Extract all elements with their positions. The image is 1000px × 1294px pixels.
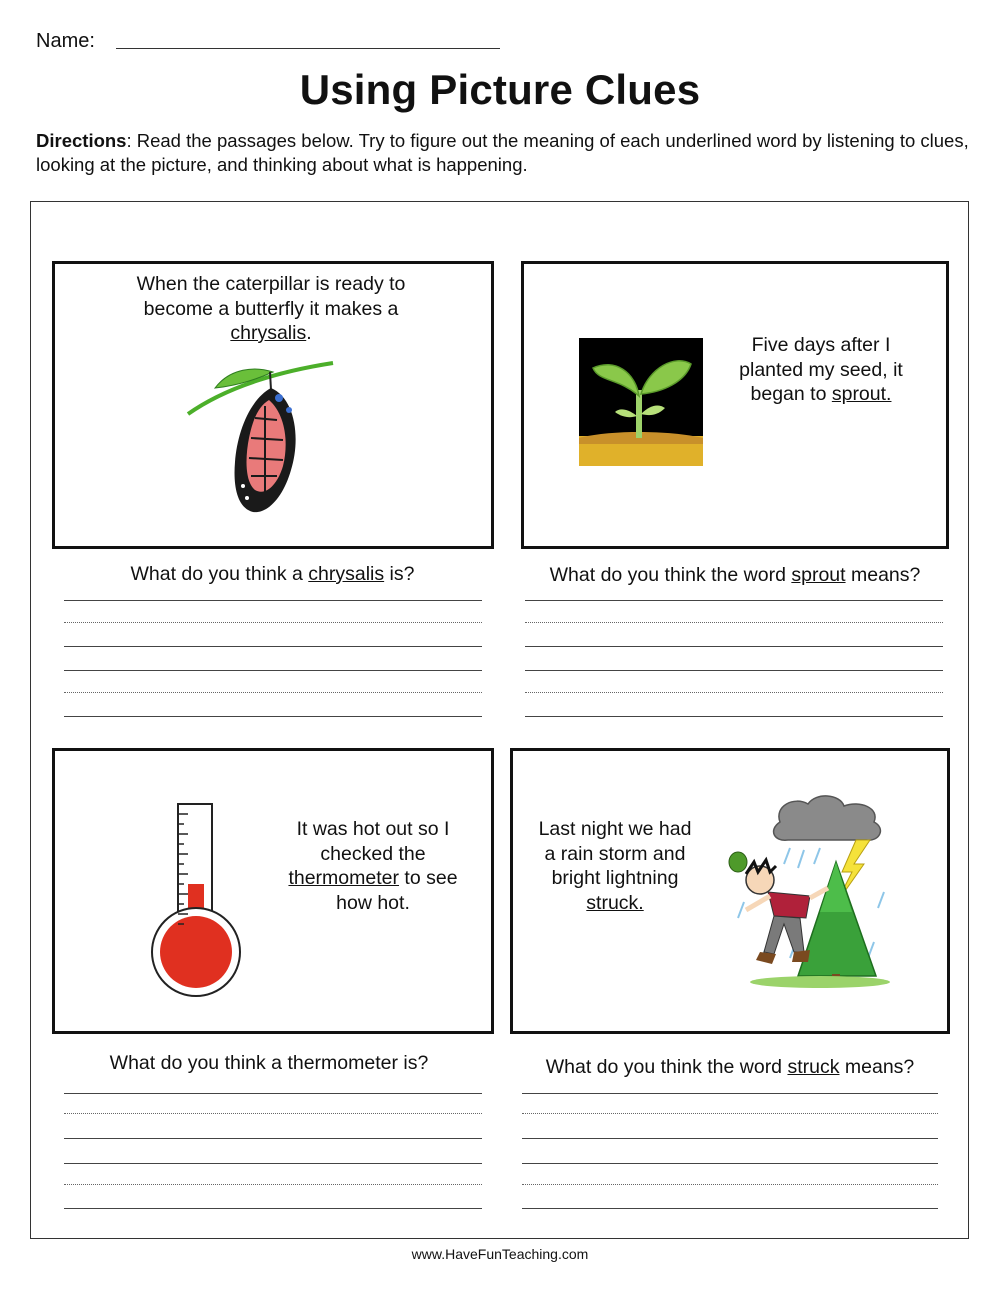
answer-line[interactable] [522,1093,938,1094]
answer-line[interactable] [522,1208,938,1209]
answer-line[interactable] [525,600,943,601]
answer-line[interactable] [64,716,482,717]
answer-line[interactable] [64,670,482,671]
answer-line[interactable] [525,716,943,717]
question-chrysalis: What do you think a chrysalis is? [130,563,415,585]
directions-label: Directions [36,130,127,151]
answer-line[interactable] [64,1208,482,1209]
question-underlined-word: sprout [791,564,846,586]
answer-line[interactable] [522,1138,938,1139]
underlined-word: chrysalis [230,322,307,344]
directions [36,129,971,177]
footer-website: www.HaveFunTeaching.com [411,1246,589,1262]
page-title: Using Picture Clues [299,66,701,113]
answer-guide-line [522,1184,938,1185]
question-underlined-word: struck [787,1056,840,1078]
name-answer-line[interactable] [116,48,500,49]
answer-line[interactable] [522,1163,938,1164]
question-thermometer: What do you think a thermometer is? [109,1052,429,1074]
answer-guide-line [522,1113,938,1114]
answer-guide-line [525,622,943,623]
answer-line[interactable] [525,646,943,647]
sprout-icon [579,338,703,466]
passage-text-sprout [728,333,914,407]
underlined-word: thermometer [288,867,399,889]
answer-line[interactable] [64,600,482,601]
question-struck: What do you think the word struck means? [545,1056,915,1078]
directions-text: : Read the passages below. Try to figure out the meaning of each underlined word by listening to clues, looking at the picture, and thinking about what is happening. [36,130,969,175]
answer-guide-line [64,1113,482,1114]
answer-line[interactable] [64,1163,482,1164]
thermometer-icon [150,802,246,980]
answer-line[interactable] [64,1138,482,1139]
underlined-word: struck. [586,891,644,914]
lightning-storm-icon [724,792,910,988]
question-underlined-word: chrysalis [308,563,385,585]
passage-text-thermometer: It was hot out so I checked the thermometer to see how hot. [288,818,458,914]
underlined-word: sprout. [831,383,892,405]
passage-text-struck [532,817,698,915]
answer-line[interactable] [64,646,482,647]
passage-text: It was hot out so I checked the [296,818,450,865]
passage-text: Last night we had a rain storm and bright lightning [538,818,692,889]
answer-line[interactable] [64,1093,482,1094]
name-label: Name: [36,30,95,52]
answer-guide-line [525,692,943,693]
answer-guide-line [64,622,482,623]
passage-text-chrysalis: When the caterpillar is ready to become a butterfly it makes a chrysalis. [136,273,406,344]
passage-text: When the caterpillar is ready to become a butterfly it makes a [136,273,406,320]
answer-line[interactable] [525,670,943,671]
answer-guide-line [64,1184,482,1185]
chrysalis-icon [185,358,335,518]
question-sprout: What do you think the word sprout means? [549,564,921,586]
answer-guide-line [64,692,482,693]
passage-text: Five days after I planted my seed, it began to [739,334,903,405]
